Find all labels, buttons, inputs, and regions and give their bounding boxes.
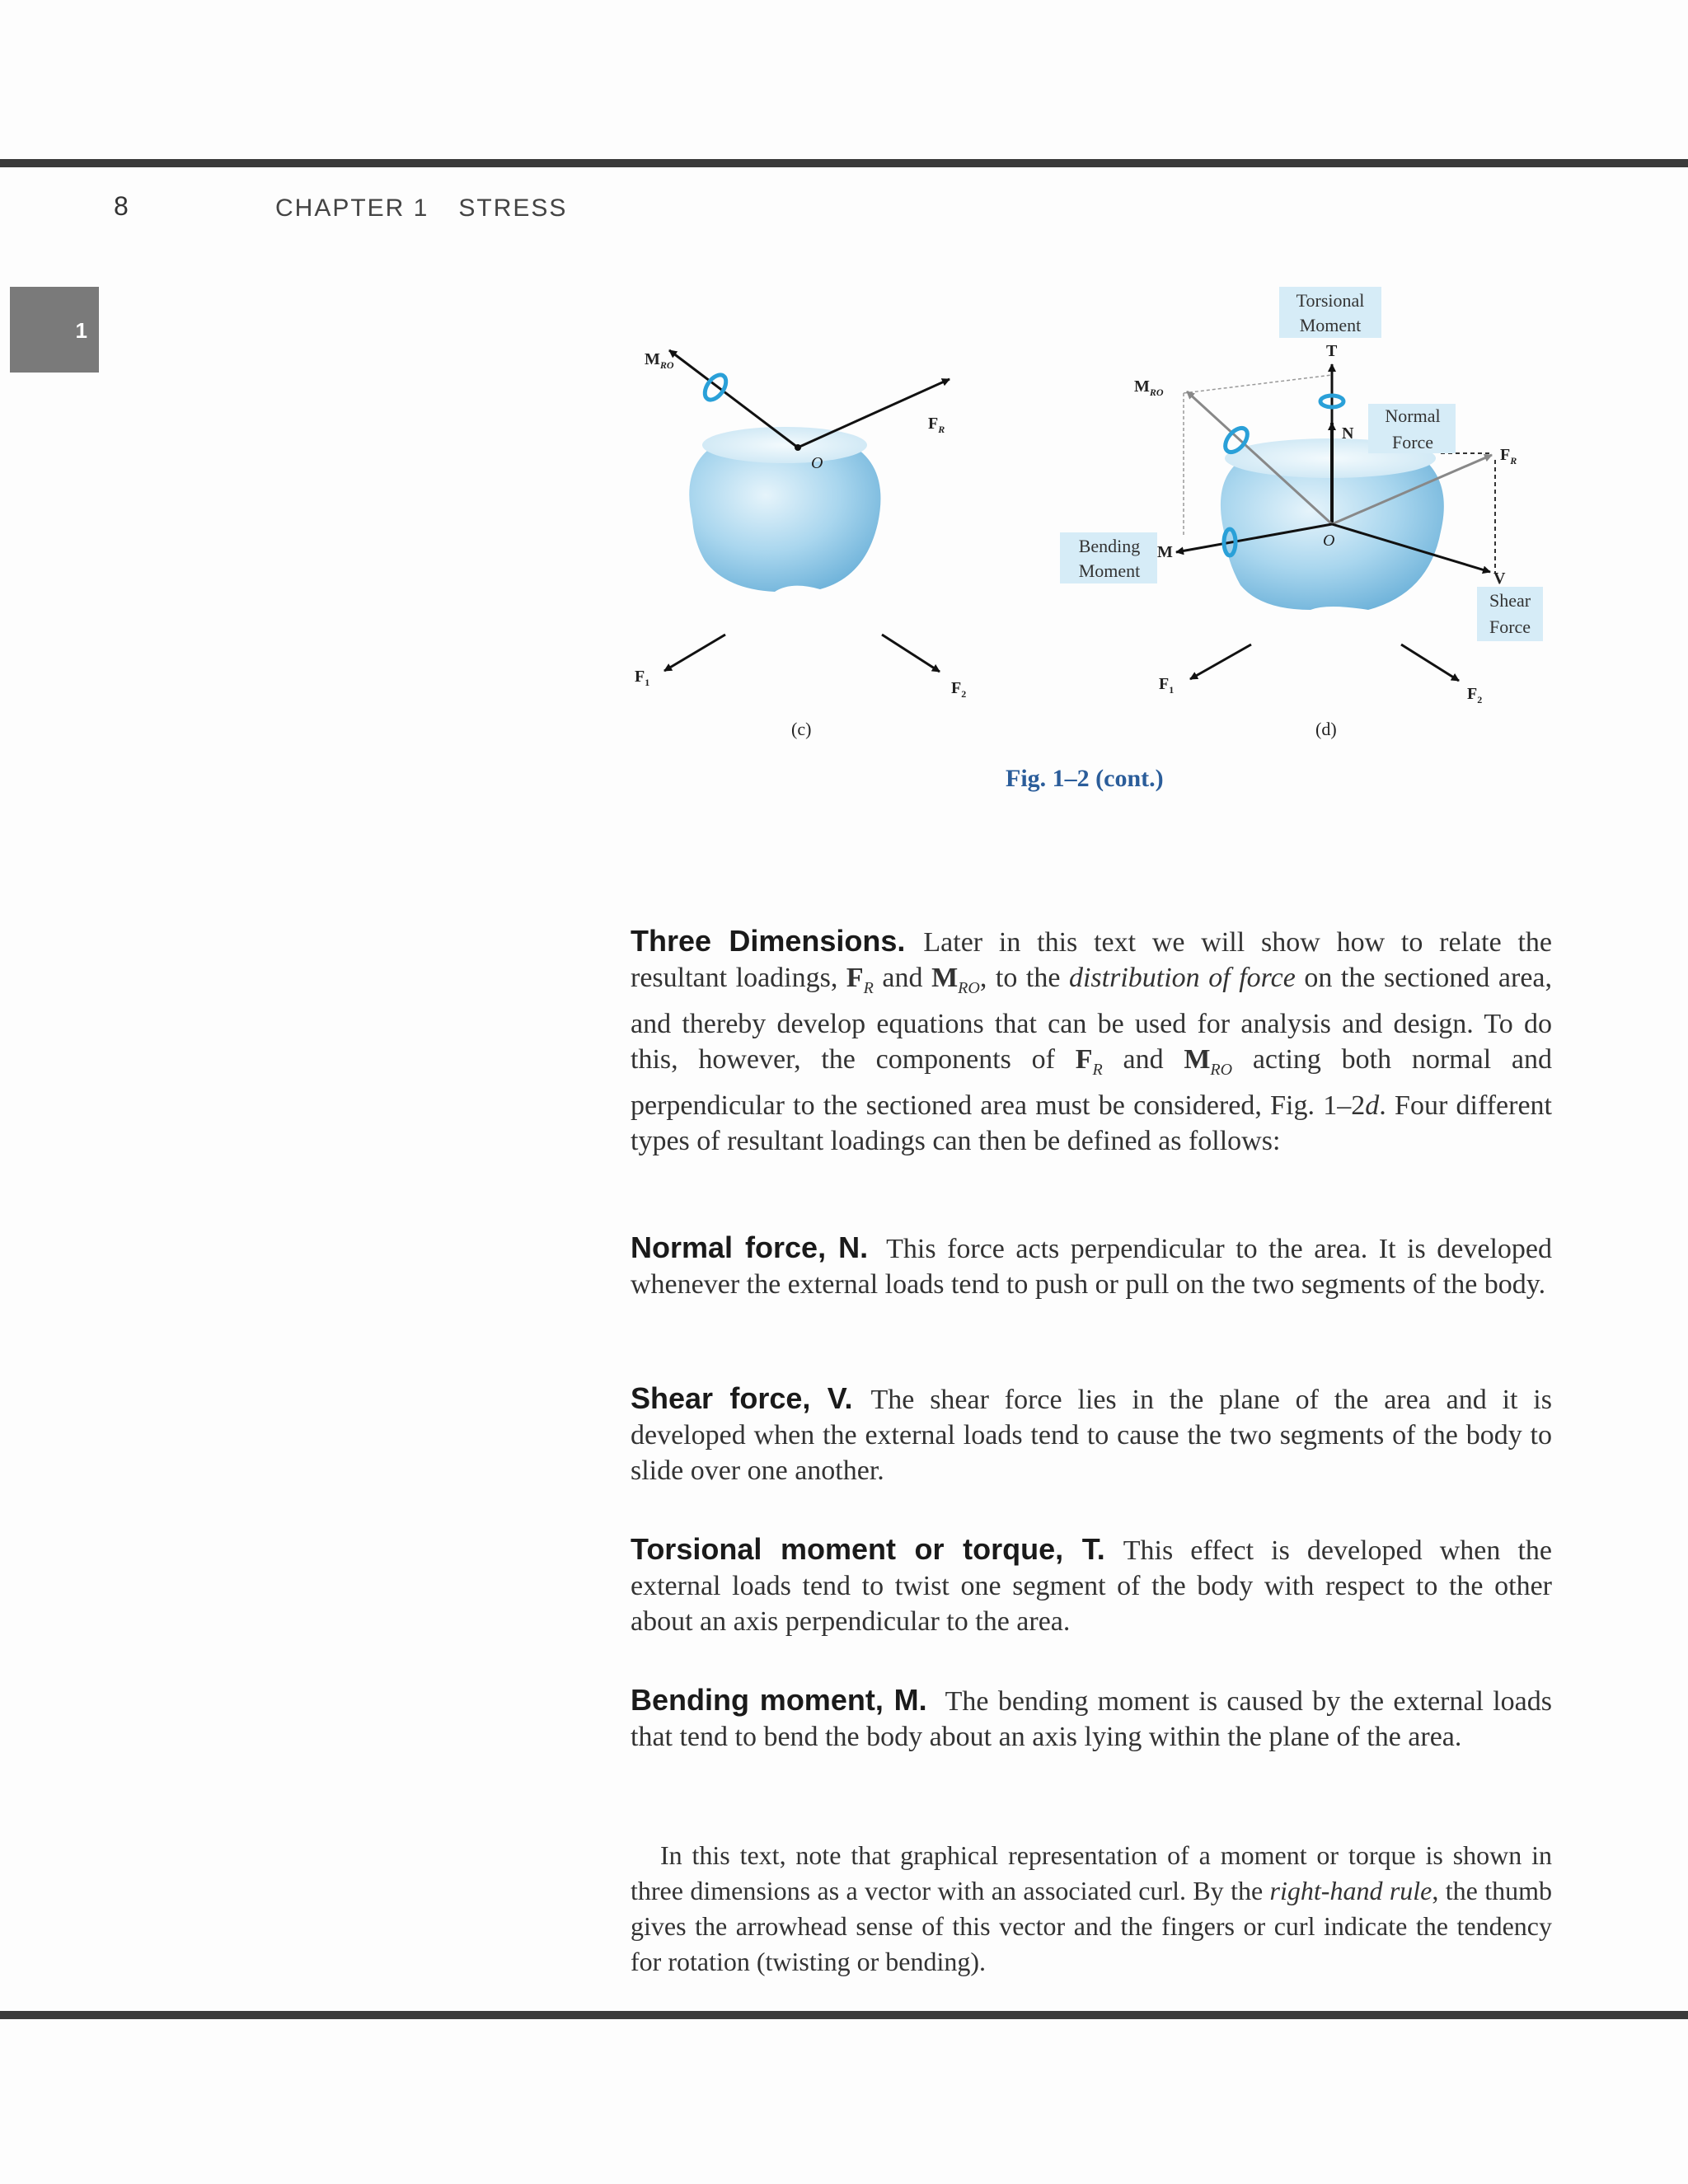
heading-three-dimensions: Three Dimensions.: [631, 924, 906, 958]
label-part-d: (d): [1315, 719, 1337, 739]
chapter-title: STRESS: [458, 194, 568, 222]
heading-bending-moment: Bending moment, M.: [631, 1683, 927, 1717]
label-v: V: [1493, 569, 1506, 588]
page-number: 8: [114, 191, 129, 221]
chapter-label: CHAPTER 1: [275, 194, 429, 222]
label-moment-c: $M_{RO}$: [645, 350, 674, 371]
label-part-c: (c): [791, 719, 812, 739]
figure-svg: [610, 280, 1566, 808]
figure-1-2-cont: [610, 280, 1566, 808]
label-f2-c: $F_2$: [951, 679, 967, 700]
normal-label-line2: Force: [1391, 432, 1434, 452]
paragraph-normal-force: Normal force, N. This force acts perpendicular to the area. It is developed whenever the external loads tend to push or pull on the two segments of the body.: [631, 1230, 1552, 1300]
bottom-rule: [0, 2011, 1688, 2019]
torsional-label-line1: Torsional: [1296, 290, 1365, 311]
label-force-c: $F_R$: [928, 415, 945, 435]
point-o-c: [795, 444, 801, 451]
dash-m-top: [1184, 375, 1332, 393]
label-f2-d: $F_2$: [1467, 685, 1483, 705]
figure-caption: Fig. 1–2 (cont.): [1006, 765, 1164, 792]
label-force-d: $F_R$: [1500, 446, 1517, 466]
heading-normal-force: Normal force, N.: [631, 1230, 869, 1264]
paragraph-shear-force: Shear force, V. The shear force lies in the plane of the area and it is developed when the external loads tend to cause the two segments of the body to slide over one another.: [631, 1381, 1552, 1486]
label-t: T: [1326, 342, 1338, 360]
bending-label-line2: Moment: [1078, 560, 1141, 581]
chapter-tab-number: 1: [75, 318, 87, 343]
bending-label-line1: Bending: [1078, 536, 1141, 556]
label-o-c: O: [811, 454, 823, 472]
running-head: [275, 194, 567, 223]
heading-torsional-moment: Torsional moment or torque, T.: [631, 1532, 1105, 1566]
top-rule: [0, 159, 1688, 167]
paragraph-three-dimensions: Three Dimensions. Later in this text we will show how to relate the resultant loadings, $F_R$ and $M_{RO}$, to the distribution of force on the sectioned area, and thereby develop equations that can be used for analysis and design. To do this, however, the components of $F_R$ and $M_{RO}$ acting both normal and perpendicular to the sectioned area must be considered, Fig. 1–2d. Four different types of resultant loadings can then be defined as follows:: [631, 924, 1553, 1156]
force-f1-c: [664, 635, 725, 671]
label-o-d: O: [1323, 532, 1335, 550]
resultant-force-c: [798, 379, 950, 448]
paragraph-bending-moment: Bending moment, M. The bending moment is caused by the external loads that tend to bend the body about an axis lying within the plane of the area.: [631, 1683, 1552, 1752]
normal-label-line1: Normal: [1385, 405, 1441, 426]
heading-shear-force: Shear force, V.: [631, 1381, 853, 1415]
label-moment-d: $M_{RO}$: [1134, 377, 1164, 398]
force-f2-d: [1401, 644, 1459, 681]
chapter-tab: [10, 287, 99, 373]
figure-part-d: [1060, 287, 1543, 739]
shear-label-line1: Shear: [1489, 590, 1531, 611]
torsional-label-line2: Moment: [1299, 315, 1362, 335]
force-f1-d: [1190, 644, 1251, 679]
paragraph-torsional-moment: Torsional moment or torque, T. This effect is developed when the external loads tend to twist one segment of the body with respect to the other about an axis perpendicular to the area.: [631, 1532, 1553, 1637]
force-f2-c: [882, 635, 940, 672]
shear-label-line2: Force: [1489, 616, 1531, 637]
label-f1-d: $F_1$: [1159, 675, 1175, 696]
body-c: [689, 443, 880, 592]
figure-part-c: [635, 350, 966, 739]
section-face-c: [702, 427, 867, 463]
label-m: M: [1157, 543, 1173, 561]
label-n: N: [1342, 424, 1354, 443]
label-f1-c: $F_1$: [635, 668, 650, 688]
paragraph-note: In this text, note that graphical representation of a moment or torque is shown in three dimensions as a vector with an associated curl. By the right-hand rule, the thumb gives the arrowhead sense of this vector and the fingers or curl indicate the tendency for rotation (twisting or bending).: [631, 1840, 1553, 1976]
